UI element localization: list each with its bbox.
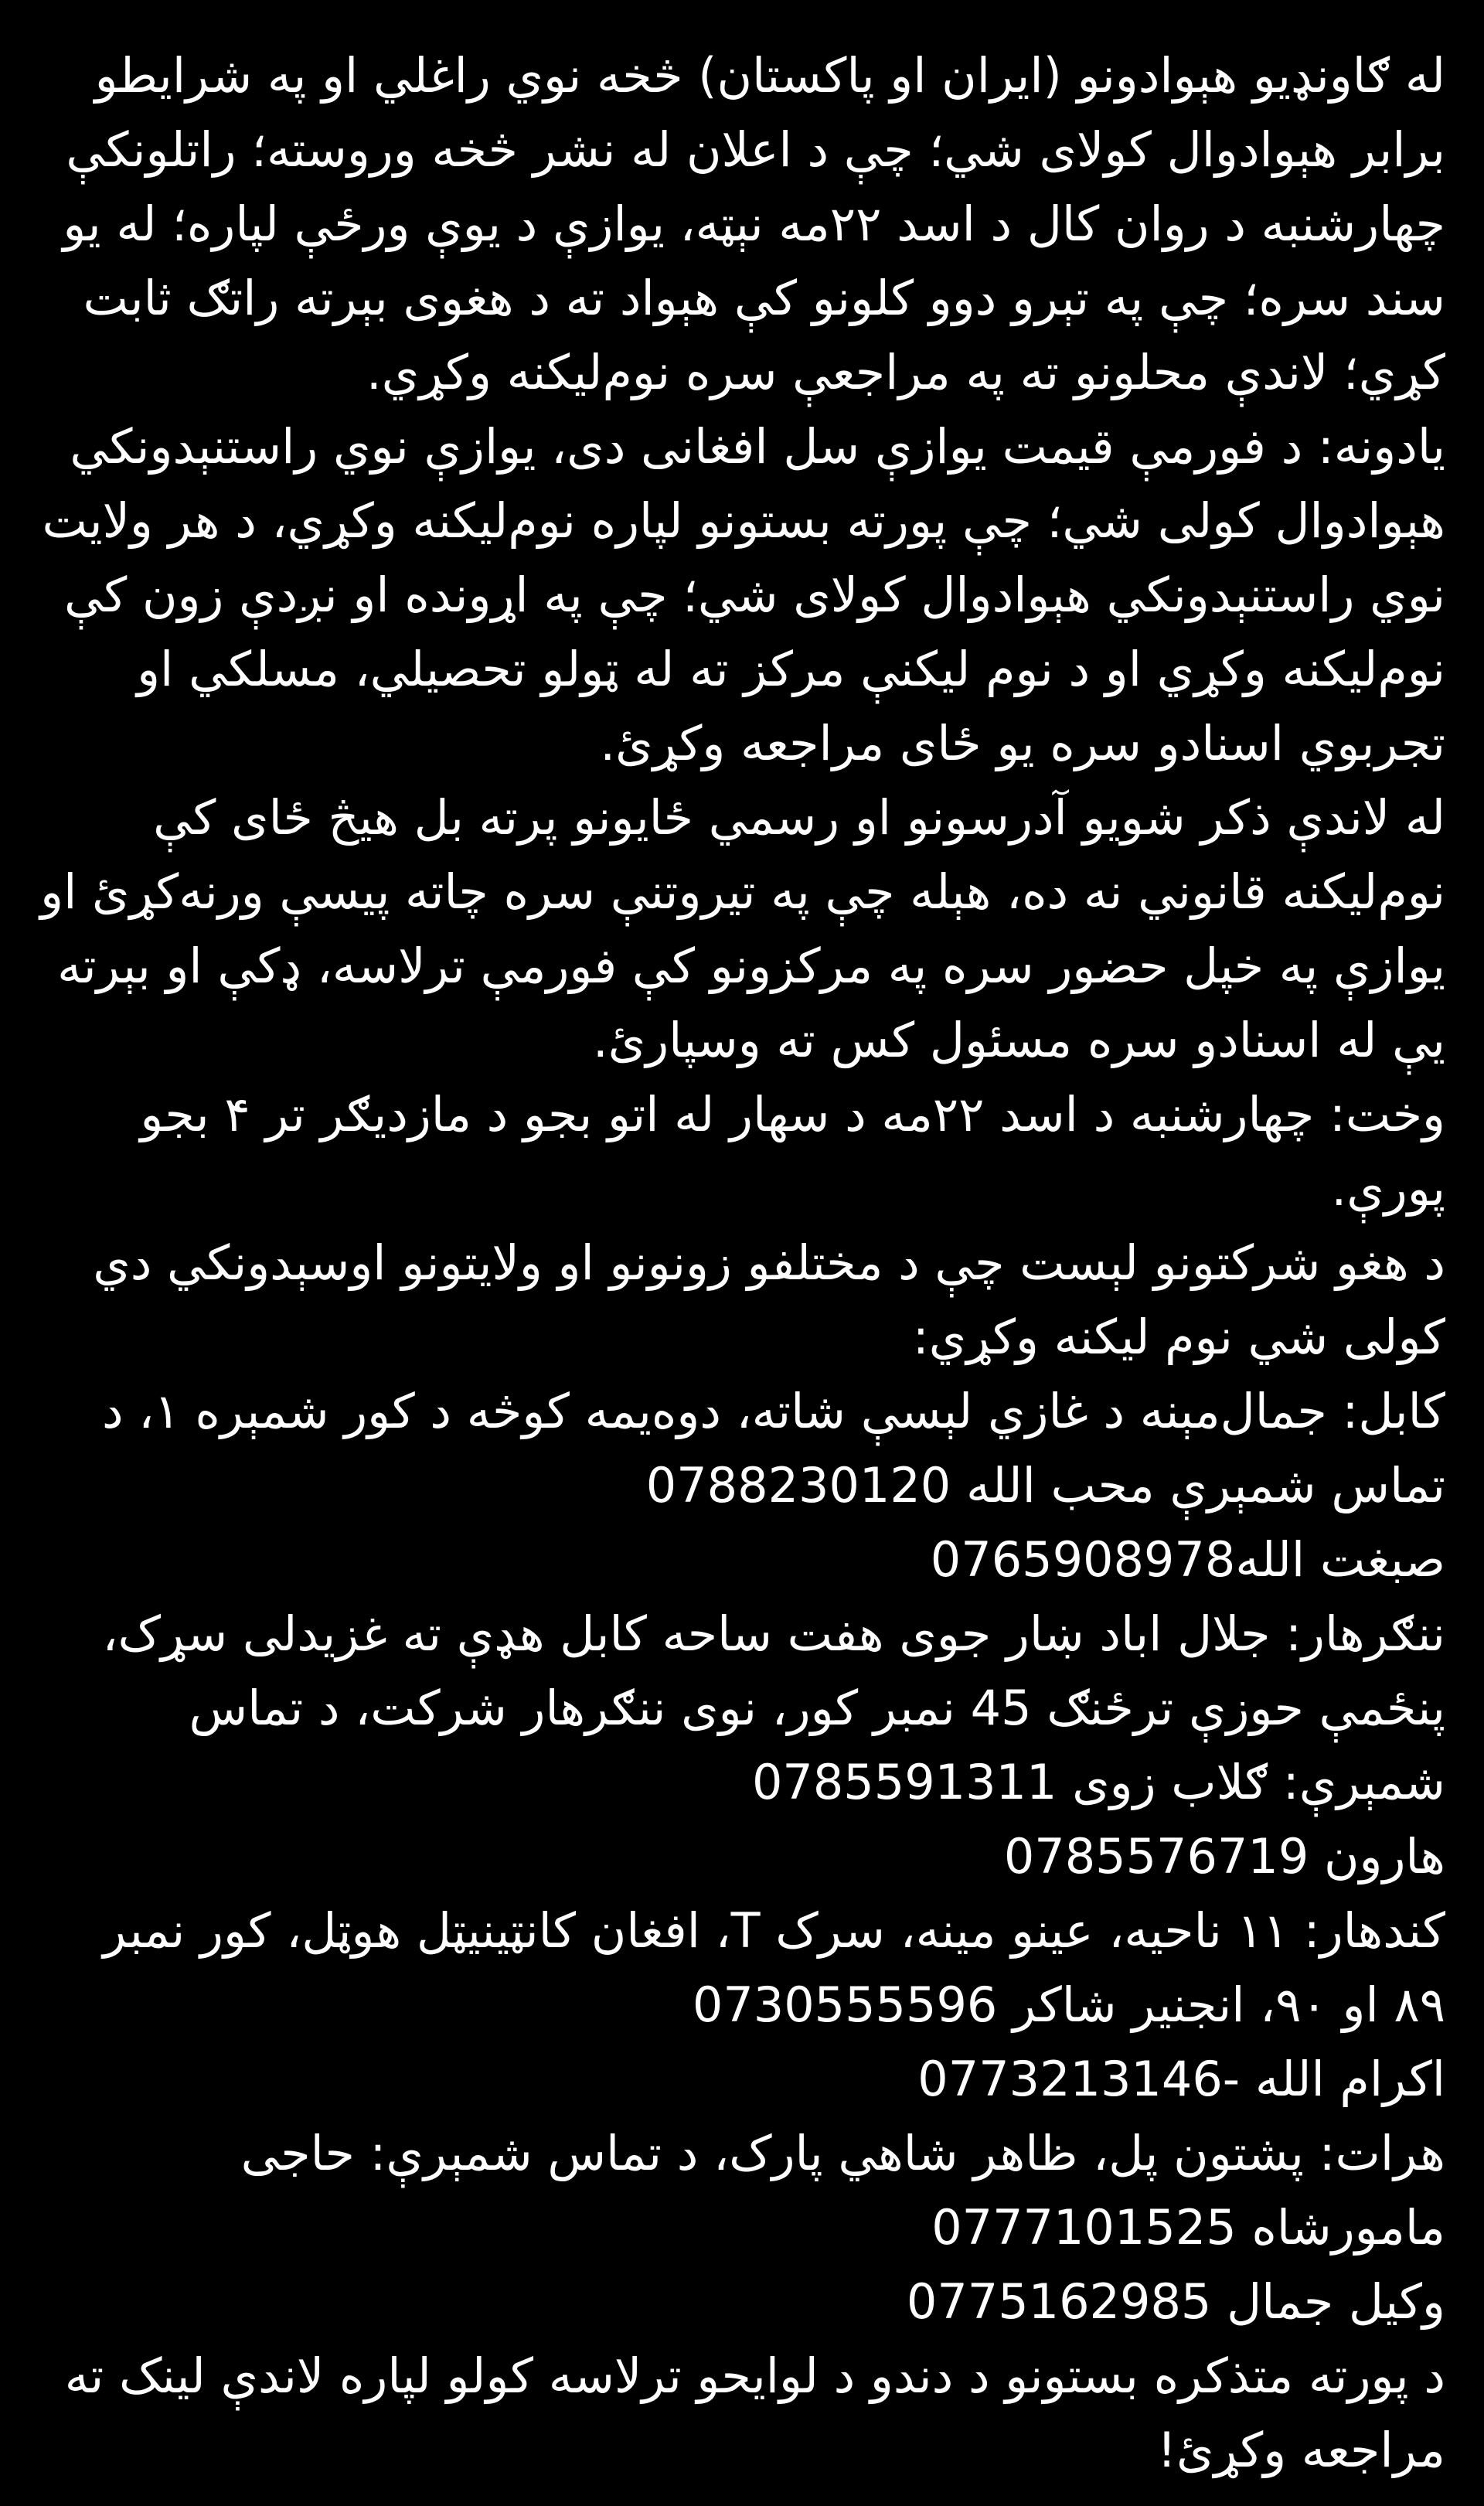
kabul-phone-1: 0788230120 xyxy=(645,1457,951,1513)
post-paragraph-company-list: د هغو شرکتونو لېست چې د مختلفو زونونو او ولایتونو اوسېدونکي دي کولی شي نوم لیکنه وکړي: xyxy=(93,1234,1445,1365)
kabul-contact-2-name: صبغت الله xyxy=(1235,1531,1445,1588)
kandahar-phone-1: 0730555596 xyxy=(692,1977,998,2033)
kandahar-contact-2 xyxy=(39,2042,1445,2116)
kabul-contact-2 xyxy=(39,1523,1445,1597)
nangarhar-entry xyxy=(39,1597,1445,1820)
kabul-phone-2: 0765908978 xyxy=(930,1531,1236,1588)
post-paragraph-note: یادونه: د فورمې قیمت یوازې سل افغانی دی، یوازې نوي راستنېدونکي هېوادوال کولی شي؛ چې پورته بستونو لپاره نوم‌لیکنه وکړي، د هر ولایت نوي راستنېدونکي هېوادوال کولای شي؛ چې په اړونده او نږدې زون کې نوم‌لیکنه وکړي او د نوم لیکنې مرکز ته له ټولو تحصیلي، مسلکي او تجربوي اسنادو سره یو ځای مراجعه وکړئ. xyxy=(42,418,1445,771)
nangarhar-address: ننګرهار: جلال اباد ښار جوی هفت ساحه کابل هډې ته غزیدلی سړک، پنځمې حوزې ترځنګ xyxy=(102,1605,1445,1736)
kabul-entry xyxy=(39,1374,1445,1523)
nangarhar-contact-2-name: هارون xyxy=(1324,1828,1445,1885)
nangarhar-house-number: 45 xyxy=(970,1680,1032,1736)
post-paragraph-intro: له ګاونډیو هېوادونو (ایران او پاکستان) څخه نوي راغلي او په شرایطو برابر هېوادوال کولای شي؛ چې د اعلان له نشر څخه وروسته؛ راتلونکې چهارشنبه د روان کال د اسد ۲۲مه نېټه، یوازې د یوې ورځې لپاره؛ له یو سند سره؛ چې په تېرو دوو کلونو کې هېواد ته د هغوی بېرته راتګ ثابت کړي؛ لاندې محلونو ته په مراجعې سره نوم‌لیکنه وکړي. xyxy=(63,47,1445,400)
herat-contact-2-name: وکیل جمال xyxy=(1227,2273,1445,2330)
herat-phone-2: 0775162985 xyxy=(906,2273,1212,2330)
herat-entry xyxy=(39,2116,1445,2265)
nangarhar-contact-2 xyxy=(39,1820,1445,1894)
herat-address: هرات: پشتون پل، ظاهر شاهي پارک، د تماس شمېرې: حاجی مامورشاه xyxy=(240,2125,1445,2256)
post-paragraph-warning: له لاندې ذکر شویو آدرسونو او رسمي ځایونو پرته بل هیڅ ځای کې نوم‌لیکنه قانوني نه ده، هېله چې په تیروتنې سره چاته پیسې ورنه‌کړئ او یوازې په خپل حضور سره په مرکزونو کې فورمې ترلاسه، ډکې او بېرته یې له اسنادو سره مسئول کس ته وسپارئ. xyxy=(40,789,1445,1068)
kandahar-address: کندهار: ۱۱ ناحیه، عینو مینه، سرک T، افغان کانټینیټل هوټل، کور نمبر ۸۹ او ۹۰، انجنیر شاکر xyxy=(103,1902,1445,2033)
nangarhar-address-rest: نمبر کور، نوی ننګرهار شرکت، د تماس شمېرې: ګلاب زوی xyxy=(189,1680,1445,1810)
post-paragraph-footer: د پورته متذکره بستونو د دندو د لوایحو ترلاسه کولو لپاره لاندې لینک ته مراجعه وکړئ! xyxy=(64,2348,1445,2478)
herat-phone-1: 0777101525 xyxy=(931,2199,1237,2256)
nangarhar-phone-1: 0785591311 xyxy=(751,1754,1057,1810)
kandahar-entry xyxy=(39,1894,1445,2042)
herat-contact-2 xyxy=(39,2265,1445,2339)
nangarhar-phone-2: 0785576719 xyxy=(1003,1828,1309,1885)
kandahar-phone-2: 0773213146 xyxy=(917,2051,1223,2107)
kandahar-contact-2-name: اکرام الله - xyxy=(1222,2051,1445,2107)
kabul-address: کابل: جمال‌مېنه د غازي لېسې شاته، دوه‌یمه کوڅه د کور شمېره ۱، د تماس شمېرې محب الله xyxy=(101,1383,1445,1513)
post-paragraph-time: وخت: چهارشنبه د اسد ۲۲مه د سهار له اتو بجو د مازدیګر تر ۴ بجو پورې. xyxy=(140,1086,1445,1217)
